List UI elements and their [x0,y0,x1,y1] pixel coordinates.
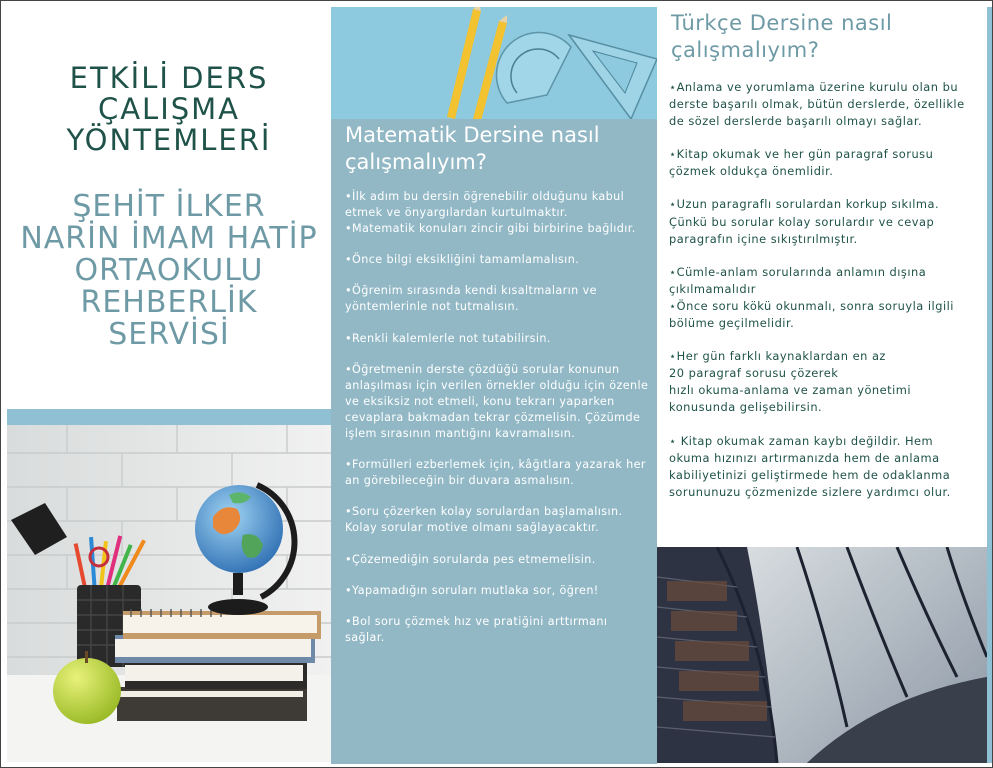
math-tools-illustration [331,7,657,121]
school-line: ORTAOKULU [74,253,264,288]
book-stack [115,609,321,721]
title-line: Matematik Dersine nasıl [345,123,600,147]
school-name [13,191,325,351]
title-line: ÇALIŞMA [97,92,241,126]
turkish-tip: ⋆ Kitap okumak zaman kaybı değildir. Hem okuma hızınızı artırmanızda hem de anlama kabiliyetinizi geliştirmede hem de odaklanma sorununuzu çözmenizde sizlere yardımcı olur. [669,433,951,499]
math-tip: •Renkli kalemlerle not tutabilirsin. [345,331,551,345]
math-tip: •Formülleri ezberlemek için, kâğıtlara yazarak her an görebileceğin bir duvara asmalısın. [345,458,646,488]
title-line: Türkçe Dersine nasıl [671,11,893,35]
math-tip: •İlk adım bu dersin öğrenebilir olduğunu kabul etmek ve önyargılardan kurtulmaktır. •Matematik konuları zincir gibi birbirine bağlıdır. [345,190,636,236]
school-line: REHBERLİK [80,285,258,320]
math-tip: •Önce bilgi eksikliğini tamamlamalısın. [345,253,580,267]
turkish-tip: ⋆Cümle-anlam sorularında anlamın dışına çıkılmamalıdır ⋆Önce soru kökü okunmalı, sonra soruyla ilgili bölüme geçilmelidir. [669,264,954,331]
title-line: YÖNTEMLERİ [66,123,272,157]
turkish-tip: ⋆Kitap okumak ve her gün paragraf sorusu çözmek oldukça önemlidir. [669,147,934,179]
turkish-tip: ⋆Anlama ve yorumlama üzerine kurulu olan bu derste başarılı olmak, bütün derslerde, özellikle de sözel derslerde başarılı olmayı sağlar. [669,80,965,129]
library-illustration [657,547,987,763]
math-tip: •Soru çözerken kolay sorulardan başlamalısın. Kolay sorular motive olmanı sağlayacaktır. [345,505,623,535]
math-tip: •Öğrenim sırasında kendi kısaltmaların ve yöntemlerinle not tutmalısın. [345,284,597,314]
math-section-title [345,122,645,176]
math-tip: •Çözemediğin sorularda pes etmemelisin. [345,552,596,566]
turkish-tip: ⋆Uzun paragraflı sorulardan korkup sıkılma. Çünkü bu sorular kolay sorulardır ve cevap paragrafın içine sıkıştırılmıştır. [669,197,940,246]
accent-edge [987,7,993,763]
school-line: SERVİSİ [108,317,230,352]
title-line: ETKİLİ DERS [69,61,269,95]
desk-illustration [7,425,331,762]
title-line: çalışmalıyım? [345,150,487,174]
math-tip: •Bol soru çözmek hız ve pratiğini arttırmanı sağlar. [345,614,608,644]
math-tools-photo [331,7,657,121]
turkish-tips-list [669,79,975,517]
turkish-tip: ⋆Her gün farklı kaynaklardan en az 20 paragraf sorusu çözerek hızlı okuma-anlama ve zaman yönetimi konusunda gelişebilirsin. [669,349,912,415]
library-photo [657,547,987,763]
school-line: NARİN İMAM HATİP [20,221,318,256]
desk-globe-photo [7,425,331,762]
accent-band [7,409,331,425]
math-tips-list [345,189,650,661]
brochure-title [19,63,319,156]
math-tip: •Öğretmenin derste çözdüğü sorular konunun anlaşılması için verilen örnekler olduğu için özenle ve eksiksiz not etmeli, konu tekrarı yaparken cevaplara bakmadan tekrar çözmelisin. Çözümde işlem sırasının mantığını kavramalısın. [345,362,649,441]
math-tip: •Yapamadığın soruları mutlaka sor, öğren! [345,583,599,597]
school-line: ŞEHİT İLKER [72,189,266,224]
title-line: çalışmalıyım? [671,38,820,62]
turkish-section-title [671,10,971,64]
